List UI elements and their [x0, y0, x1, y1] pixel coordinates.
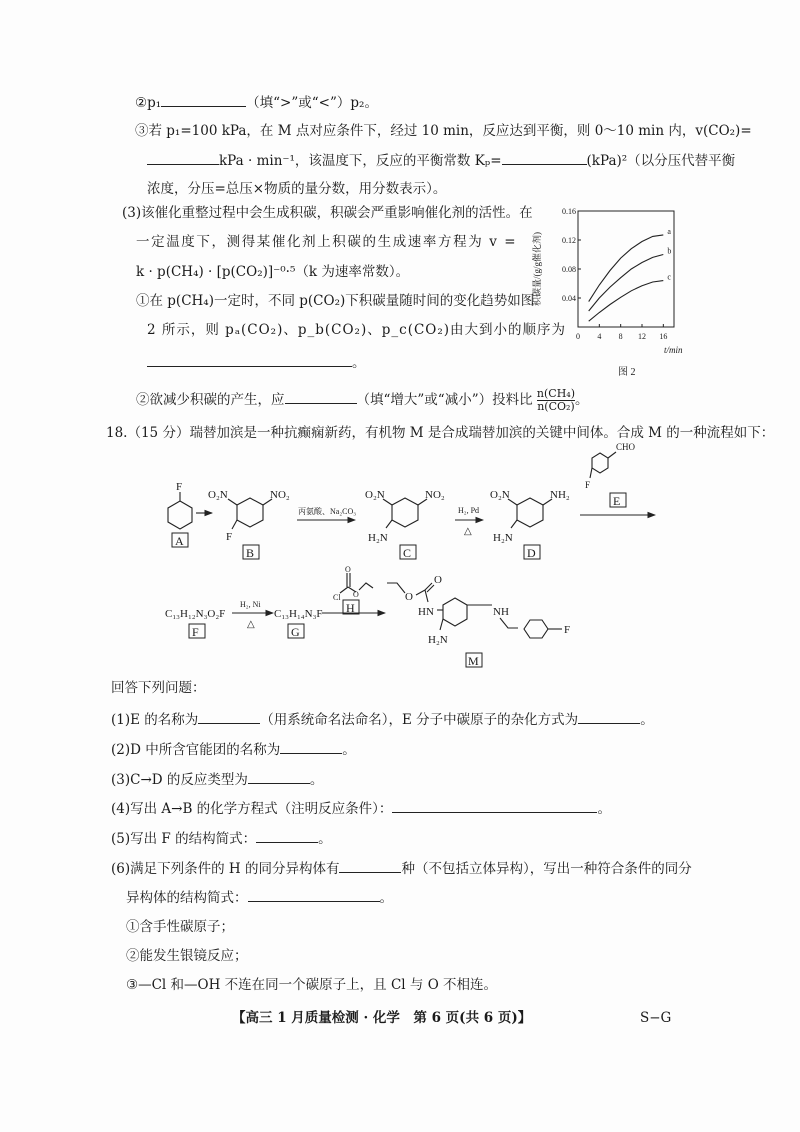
text: 。	[309, 772, 324, 788]
label-h: H	[346, 601, 355, 615]
text: 。	[597, 801, 611, 817]
label-d: D	[527, 546, 536, 560]
y-tick-label: 0.12	[562, 236, 576, 245]
compound-h	[333, 565, 373, 615]
text: (2)D 中所含官能团的名称为	[111, 742, 281, 758]
y-tick-label: 0.16	[562, 207, 576, 216]
q18-question-6-line2	[126, 887, 393, 908]
series-label-c: c	[667, 272, 671, 282]
answer-blank[interactable]	[161, 92, 246, 107]
text: （填“增大”或“减小”）投料比	[356, 392, 533, 408]
text: 种（不包括立体异构），写出一种符合条件的同分	[401, 861, 692, 877]
answer-blank[interactable]	[339, 858, 401, 873]
formula-f: C₁₃H₁₂N₃O₂F	[165, 608, 226, 620]
text: 。	[379, 890, 393, 906]
condition-3: ③—Cl 和—OH 不连在同一个碳原子上，且 Cl 与 O 不相连。	[126, 977, 498, 993]
label-c: C	[403, 546, 412, 560]
condition-f-g-top: H₂, Ni	[240, 600, 261, 609]
y-tick-label: 0.08	[562, 265, 576, 274]
text: (kPa)²（以分压代替平衡	[586, 153, 736, 169]
text: (5)写出 F 的结构简式：	[111, 831, 257, 847]
figure-caption: 图 2	[618, 367, 636, 378]
footer-code: S−G	[640, 1010, 672, 1026]
label-m: M	[468, 654, 479, 668]
text: ②p₁	[135, 95, 162, 111]
atom-o: O	[434, 574, 442, 586]
series-label-b: b	[667, 246, 672, 256]
group-nh: NH	[493, 606, 509, 618]
atom-o: O	[353, 590, 359, 599]
atom-f: F	[564, 624, 571, 636]
compound-m	[387, 574, 570, 668]
figure-2-chart	[530, 200, 710, 390]
x-tick-label: 8	[618, 332, 623, 341]
answer-blank[interactable]	[256, 828, 318, 843]
answer-blank[interactable]	[198, 709, 260, 724]
q18-question-6	[111, 858, 692, 879]
atom-o: O	[345, 565, 351, 574]
text: 异构体的结构简式：	[126, 890, 248, 906]
q18-question-5	[111, 828, 332, 849]
group-h2n: H₂N	[493, 532, 513, 544]
group-hn: HN	[418, 606, 434, 618]
atom-o: O	[405, 591, 413, 603]
s3-line3: k · p(CH₄) · [p(CO₂)]⁻⁰·⁵（k 为速率常数）。	[136, 264, 410, 280]
series-line-c	[589, 281, 664, 322]
text: (4)写出 A→B 的化学方程式（注明反应条件）：	[111, 801, 393, 817]
group-o2n: O₂N	[208, 489, 228, 501]
s3-line2: 一定温度下，测得某催化剂上积碳的生成速率方程为 v =	[136, 234, 518, 250]
x-tick-label: 12	[638, 332, 646, 341]
q17-sub3-line2	[147, 150, 735, 171]
q18-intro: 18.（15 分）瑞替加滨是一种抗癫痫新药，有机物 M 是合成瑞替加滨的关键中间体。合成 M 的一种流程如下：	[106, 425, 775, 441]
condition-b-c: 丙氨酸、Na₂CO₃	[298, 507, 357, 516]
answer-blank[interactable]	[285, 389, 357, 404]
text: 。	[342, 742, 356, 758]
text: (6)满足下列条件的 H 的同分异构体有	[111, 861, 340, 877]
series-line-a	[589, 235, 664, 302]
s3-line1: (3)该催化重整过程中会生成积碳，积碳会严重影响催化剂的活性。在	[122, 205, 533, 221]
s3-line4: ①在 p(CH₄)一定时，不同 p(CO₂)下积碳量随时间的变化趋势如图	[136, 293, 535, 309]
compound-d	[490, 489, 570, 560]
condition-c-d-top: H₂, Pd	[458, 506, 480, 515]
label-b: B	[246, 546, 255, 560]
text: （用系统命名法命名），E 分子中碳原子的杂化方式为	[260, 712, 579, 728]
group-no2: NO₂	[270, 489, 290, 501]
q17-sub3-line3: 浓度，分压=总压×物质的量分数，用分数表示）。	[147, 181, 447, 197]
fraction-denominator: n(CO₂)	[537, 400, 575, 413]
atom-cl: Cl	[333, 593, 341, 602]
group-no2: NO₂	[425, 489, 445, 501]
label-f: F	[192, 625, 199, 639]
condition-1: ①含手性碳原子；	[126, 919, 234, 935]
answer-blank[interactable]	[578, 709, 640, 724]
s3-line6	[147, 352, 366, 373]
group-nh2: NH₂	[550, 489, 570, 501]
answer-blank[interactable]	[147, 150, 219, 165]
q18-question-4	[111, 798, 611, 819]
footer-page-info: 【高三 1 月质量检测 · 化学 第 6 页(共 6 页)】	[232, 1010, 532, 1026]
condition-c-d-bottom: △	[464, 526, 472, 537]
q18-question-1	[111, 709, 654, 730]
text: 。	[352, 355, 366, 371]
q18-question-2	[111, 739, 356, 760]
plot-frame	[578, 211, 674, 327]
synthesis-scheme	[0, 440, 800, 680]
label-g: G	[291, 625, 300, 639]
answer-blank[interactable]	[280, 739, 342, 754]
x-axis-label: t/min	[664, 345, 683, 355]
group-cho: CHO	[616, 442, 636, 452]
formula-g: C₁₃H₁₄N₃F	[274, 608, 323, 620]
text: 。	[575, 392, 589, 408]
group-o2n: O₂N	[490, 489, 510, 501]
q17-sub2	[135, 92, 378, 113]
text: 。	[318, 831, 332, 847]
atom-f: F	[176, 481, 183, 493]
compound-a	[168, 481, 192, 548]
x-tick-label: 16	[659, 332, 668, 341]
atom-f: F	[585, 480, 591, 490]
answer-blank[interactable]	[392, 798, 597, 813]
condition-2: ②能发生银镜反应；	[126, 948, 248, 964]
s3-line5: 2 所示，则 pₐ(CO₂)、p_b(CO₂)、p_c(CO₂)由大到小的顺序为	[147, 322, 567, 338]
group-o2n: O₂N	[365, 489, 385, 501]
label-a: A	[175, 534, 184, 548]
x-tick-label: 4	[597, 332, 602, 341]
atom-f: F	[226, 531, 233, 543]
answer-blank[interactable]	[248, 769, 310, 784]
compound-c	[365, 489, 445, 560]
text: ②欲减少积碳的产生，应	[136, 392, 285, 408]
answer-header: 回答下列问题：	[111, 680, 206, 696]
y-axis-label: 积碳量/(g/g催化剂)	[532, 232, 542, 306]
text: (1)E 的名称为	[111, 712, 199, 728]
y-tick-label: 0.04	[562, 294, 576, 303]
s3-line7	[136, 388, 589, 413]
text: （填“>”或“<”）p₂。	[246, 95, 378, 111]
compound-b	[208, 489, 290, 560]
q18-question-3	[111, 769, 323, 790]
answer-blank[interactable]	[248, 887, 380, 902]
text: (3)C→D 的反应类型为	[111, 772, 248, 788]
text: 。	[640, 712, 654, 728]
compound-e	[585, 442, 636, 508]
group-h2n: H₂N	[368, 532, 388, 544]
series-label-a: a	[667, 226, 671, 236]
answer-blank[interactable]	[147, 352, 352, 367]
label-e: E	[613, 494, 621, 508]
x-tick-label: 0	[576, 332, 580, 341]
text: kPa · min⁻¹，该温度下，反应的平衡常数 Kₚ=	[219, 153, 502, 169]
feed-ratio-fraction	[537, 388, 575, 413]
condition-f-g-bottom: △	[247, 619, 255, 630]
answer-blank[interactable]	[502, 150, 587, 165]
group-h2n: H₂N	[428, 634, 448, 646]
fraction-numerator: n(CH₄)	[536, 387, 575, 400]
q17-sub3-line1: ③若 p₁=100 kPa，在 M 点对应条件下，经过 10 min，反应达到平衡，则 0～10 min 内，v(CO₂)=	[135, 123, 752, 139]
